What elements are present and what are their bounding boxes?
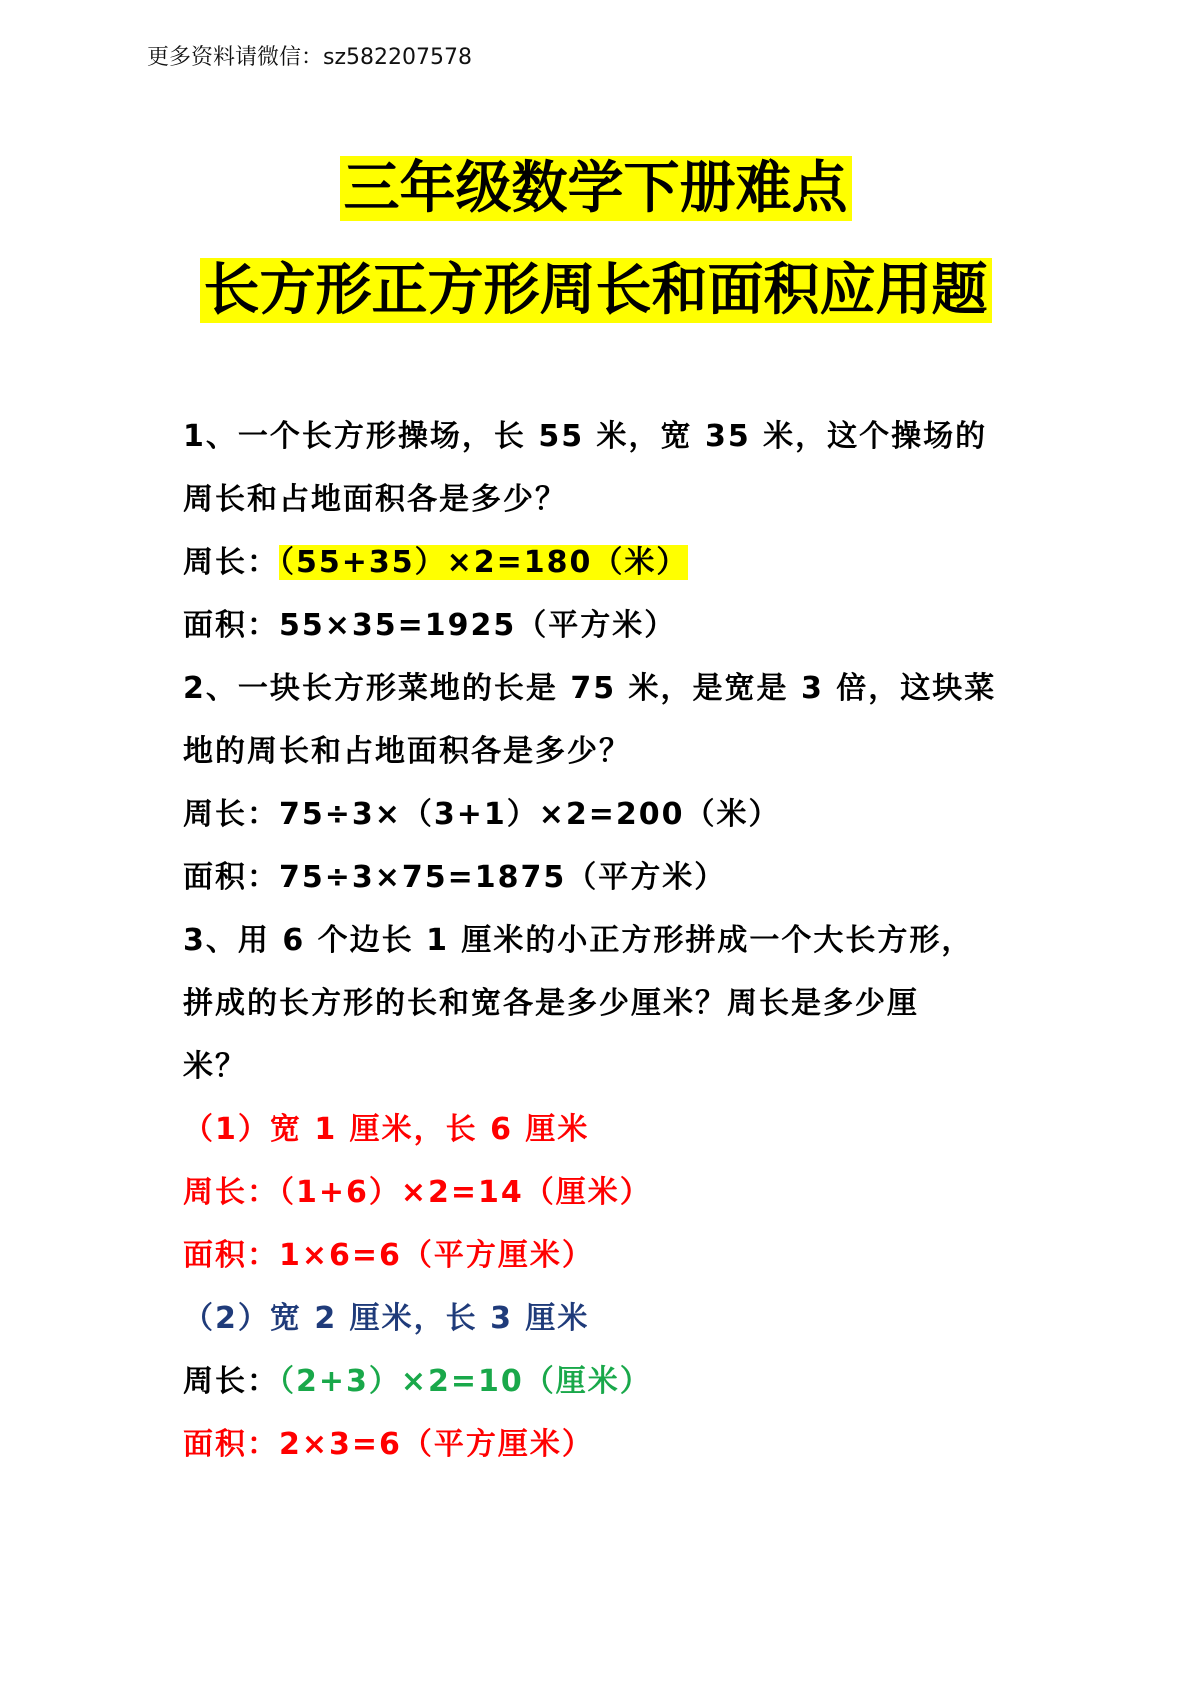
problem-2-perimeter <box>183 783 1023 846</box>
problem-3-case-2-perimeter-value: （2+3）×2=10（厘米） <box>279 1364 652 1399</box>
problem-2-area-value: 75÷3×75=1875（平方米） <box>279 860 727 895</box>
area-label: 面积： <box>183 1238 279 1273</box>
problem-3-case-2-perimeter <box>183 1350 1023 1413</box>
title-line-2-text: 长方形正方形周长和面积应用题 <box>200 258 992 323</box>
perimeter-label: 周长： <box>183 1175 279 1210</box>
page-title-line-1 <box>0 153 1191 225</box>
problem-3-question-line-2: 拼成的长方形的长和宽各是多少厘米？周长是多少厘 <box>183 986 919 1021</box>
perimeter-label: 周长： <box>183 545 279 580</box>
problem-3-question-line-3: 米？ <box>183 1049 247 1084</box>
problem-1-area-value: 55×35=1925（平方米） <box>279 608 677 643</box>
problem-3-case-2-area <box>183 1413 1023 1476</box>
perimeter-label: 周长： <box>183 1364 279 1399</box>
title-line-1-text: 三年级数学下册难点 <box>340 156 852 221</box>
problem-1-area <box>183 594 1023 657</box>
problem-3-question-line-1: 3、用 6 个边长 1 厘米的小正方形拼成一个大长方形， <box>183 923 974 958</box>
problem-2-perimeter-value: 75÷3×（3+1）×2=200（米） <box>279 797 781 832</box>
problem-2-question-line-1: 2、一块长方形菜地的长是 75 米，是宽是 3 倍，这块菜 <box>183 671 997 706</box>
area-label: 面积： <box>183 860 279 895</box>
problem-3-case-1-area <box>183 1224 1023 1287</box>
problem-3-case-1-heading: （1）宽 1 厘米，长 6 厘米 <box>183 1112 590 1147</box>
perimeter-label: 周长： <box>183 797 279 832</box>
area-label: 面积： <box>183 1427 279 1462</box>
problem-3-case-2-heading: （2）宽 2 厘米，长 3 厘米 <box>183 1301 590 1336</box>
problem-1-question-line-2: 周长和占地面积各是多少？ <box>183 482 567 517</box>
header-contact-note: 更多资料请微信：sz582207578 <box>147 45 472 70</box>
problem-2-area <box>183 846 1023 909</box>
problem-2-question-line-2: 地的周长和占地面积各是多少？ <box>183 734 631 769</box>
page-title-line-2 <box>0 255 1191 327</box>
problem-list <box>183 405 1023 1476</box>
problem-1-question-line-1: 1、一个长方形操场，长 55 米，宽 35 米，这个操场的 <box>183 419 988 454</box>
problem-3-case-1-perimeter <box>183 1161 1023 1224</box>
problem-1-perimeter-value: （55+35）×2=180（米） <box>279 545 689 580</box>
problem-3-case-1-perimeter-value: （1+6）×2=14（厘米） <box>279 1175 652 1210</box>
problem-3-case-2-area-value: 2×3=6（平方厘米） <box>279 1427 594 1462</box>
problem-3-case-1-area-value: 1×6=6（平方厘米） <box>279 1238 594 1273</box>
problem-1-perimeter <box>183 531 1023 594</box>
area-label: 面积： <box>183 608 279 643</box>
